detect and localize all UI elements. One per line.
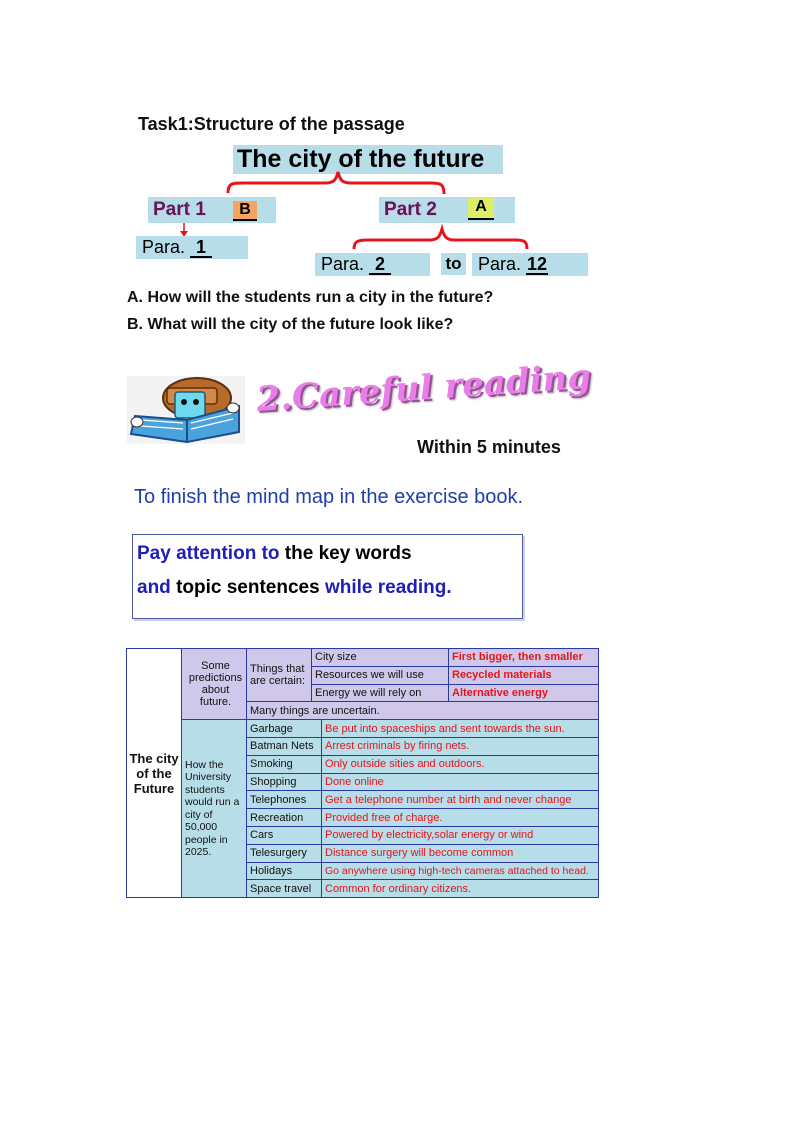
table-row (127, 649, 599, 667)
student-item: Recreation (247, 809, 322, 827)
student-value: Arrest criminals by firing nets. (322, 737, 599, 755)
para-to-box (472, 253, 588, 276)
instruction: To finish the mind map in the exercise book. (134, 486, 524, 508)
para-from-number: 2 (369, 255, 391, 275)
student-value: Distance surgery will become common (322, 844, 599, 862)
certain-item: Resources we will use (312, 666, 449, 684)
attention-line2-b: topic sentences (176, 577, 320, 598)
down-arrow-icon (180, 222, 188, 237)
question-a: A. How will the students run a city in the future? (127, 289, 494, 306)
para1-number: 1 (190, 238, 212, 258)
attention-line1-a: Pay attention to (137, 543, 280, 564)
mind-map-table (126, 648, 599, 898)
student-value: Only outside sities and outdoors. (322, 755, 599, 773)
certain-item: Energy we will rely on (312, 684, 449, 702)
para1-prefix: Para. (142, 237, 186, 257)
root-cell: The city of the Future (127, 649, 182, 898)
student-item: Space travel (247, 880, 322, 898)
uncertain-cell: Many things are uncertain. (247, 702, 599, 720)
careful-reading-heading: 2.Careful reading (255, 356, 593, 420)
attention-line2-c: while reading. (324, 577, 452, 598)
predictions-cell: Some predictions about future. (182, 649, 247, 720)
task-title: Task1:Structure of the passage (138, 114, 405, 134)
student-item: Telesurgery (247, 844, 322, 862)
table-row (127, 720, 599, 738)
para-from-box (315, 253, 430, 276)
time-limit: Within 5 minutes (417, 437, 561, 457)
para-to-word: to (441, 253, 466, 275)
para-to-prefix: Para. (478, 254, 522, 274)
reading-character-icon (127, 376, 245, 444)
part1-box (148, 197, 276, 223)
student-item: Batman Nets (247, 737, 322, 755)
attention-line-1 (137, 537, 522, 571)
para-to-number: 12 (527, 254, 548, 274)
part2-answer: A (468, 198, 494, 220)
student-item: Holidays (247, 862, 322, 880)
student-item: Garbage (247, 720, 322, 738)
certain-value: Recycled materials (449, 666, 599, 684)
certain-value: First bigger, then smaller (449, 649, 599, 667)
student-item: Shopping (247, 773, 322, 791)
para1-box (136, 236, 248, 259)
student-value: Go anywhere using high-tech cameras attached to head. (322, 862, 599, 880)
student-value: Common for ordinary citizens. (322, 880, 599, 898)
student-item: Telephones (247, 791, 322, 809)
student-value: Be put into spaceships and sent towards the sun. (322, 720, 599, 738)
part1-answer: B (233, 201, 257, 221)
para-from-prefix: Para. (321, 254, 365, 274)
certain-cell: Things that are certain: (247, 649, 312, 702)
attention-line-2 (137, 571, 522, 605)
student-value: Done online (322, 773, 599, 791)
students-cell: How the University students would run a city of 50,000 people in 2025. (182, 720, 247, 898)
student-value: Provided free of charge. (322, 809, 599, 827)
question-b: B. What will the city of the future look like? (127, 316, 454, 333)
part2-label: Part 2 (384, 199, 437, 220)
main-bracket (228, 172, 444, 194)
main-title: The city of the future (233, 145, 503, 174)
attention-line1-b: the key words (284, 543, 412, 564)
student-value: Get a telephone number at birth and never change (322, 791, 599, 809)
attention-box (132, 534, 523, 619)
student-item: Cars (247, 826, 322, 844)
part2-box (379, 197, 515, 223)
certain-value: Alternative energy (449, 684, 599, 702)
attention-line2-a: and (137, 577, 171, 598)
student-item: Smoking (247, 755, 322, 773)
part1-label: Part 1 (153, 199, 206, 220)
student-value: Powered by electricity,solar energy or wind (322, 826, 599, 844)
part2-bracket (354, 229, 527, 249)
certain-item: City size (312, 649, 449, 667)
